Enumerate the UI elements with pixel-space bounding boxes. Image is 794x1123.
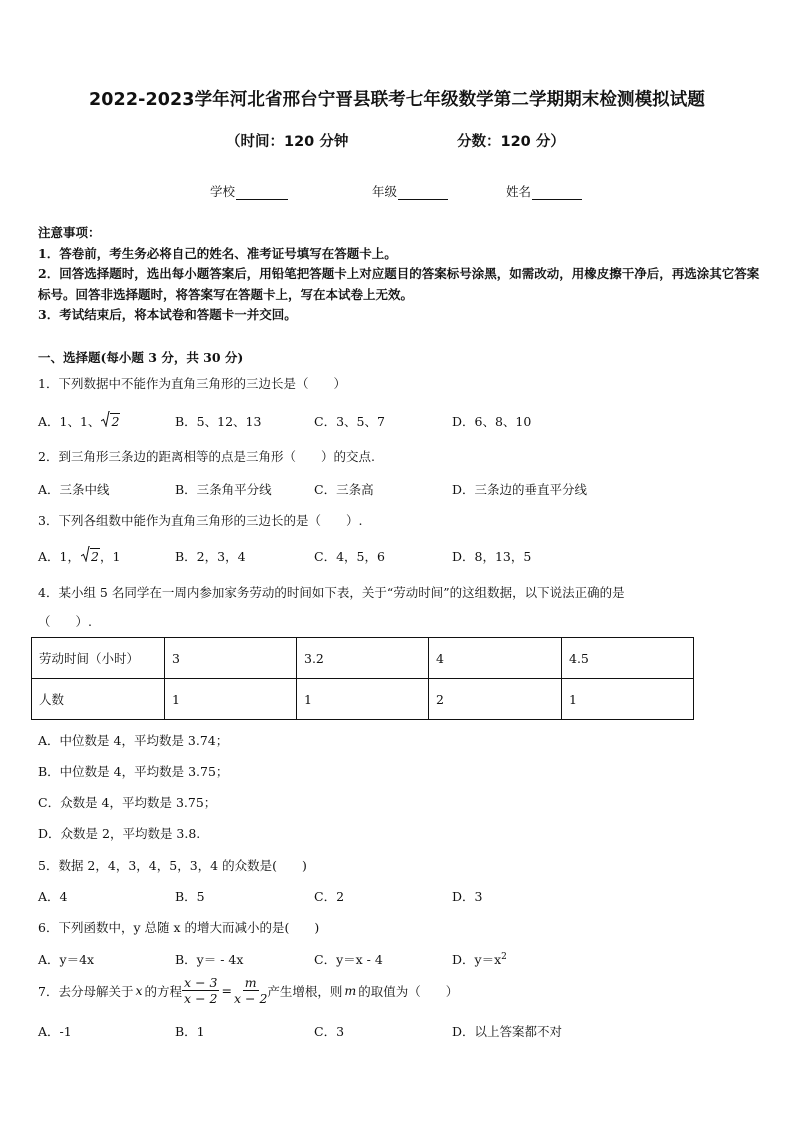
q7-stem: 7．去分母解关于 x 的方程 $\frac{x - 3}{x - 2}$ = $\frac{m}{x - 2}$ 产生增根，则 m 的取值为（ ） (38, 975, 459, 1006)
q4-stem-line2: （ ）. (38, 614, 92, 629)
q7-option-d[interactable]: D．以上答案都不对 (452, 1024, 563, 1039)
q3-option-c[interactable]: C．4，5，6 (314, 549, 385, 564)
q7-option-c[interactable]: C．3 (314, 1024, 345, 1039)
table-cell: 3.2 (297, 638, 429, 679)
q7-option-b[interactable]: B．1 (175, 1024, 205, 1039)
q6-option-d[interactable]: D．$y=x^2$ (452, 951, 507, 967)
exam-title: 2022-2023学年河北省邢台宁晋县联考七年级数学第二学期期末检测模拟试题 (89, 90, 705, 110)
q3-option-a[interactable]: A．1， 2，1 (38, 547, 120, 565)
q1-option-d[interactable]: D．6、8、10 (452, 414, 532, 429)
q4-option-b[interactable]: B．中位数是 4，平均数是 3.75； (38, 764, 229, 779)
q2-option-a[interactable]: A．三条中线 (38, 482, 110, 497)
table-row (32, 679, 694, 720)
table-cell: 劳动时间（小时） (32, 638, 165, 679)
q5-option-d[interactable]: D．3 (452, 889, 483, 904)
q1-stem: 1．下列数据中不能作为直角三角形的三边长是（ ） (38, 376, 346, 391)
section-heading: 一、选择题(每小题 3 分，共 30 分) (38, 350, 244, 365)
q5-option-a[interactable]: A．4 (38, 889, 68, 904)
q4-option-c[interactable]: C．众数是 4，平均数是 3.75； (38, 795, 217, 810)
q2-option-d[interactable]: D．三条边的垂直平分线 (452, 482, 588, 497)
time-label: （时间：120 分钟 (226, 134, 349, 150)
q4-option-a[interactable]: A．中位数是 4，平均数是 3.74； (38, 733, 229, 748)
notice-item-1: 1．答卷前，考生务必将自己的姓名、准考证号填写在答题卡上。 (38, 246, 397, 261)
table-cell: 1 (562, 679, 694, 720)
q2-option-b[interactable]: B．三条角平分线 (175, 482, 272, 497)
school-field[interactable] (210, 182, 288, 200)
q1-option-c[interactable]: C．3、5、7 (314, 414, 385, 429)
table-cell: 1 (297, 679, 429, 720)
q6-stem: 6．下列函数中，y 总随 x 的增大而减小的是( ) (38, 920, 320, 935)
q7-fraction-left: $\frac{x - 3}{x - 2}$ (184, 975, 218, 1006)
score-label: 分数：120 分） (457, 134, 565, 150)
table-row (32, 638, 694, 679)
q2-stem: 2．到三角形三条边的距离相等的点是三角形（ ）的交点. (38, 449, 375, 464)
q4-option-d[interactable]: D．众数是 2，平均数是 3.8. (38, 826, 201, 841)
q3-stem: 3．下列各组数中能作为直角三角形的三边长的是（ ）. (38, 513, 363, 528)
q6-option-a[interactable]: A．y＝4x (38, 952, 95, 967)
name-label: 姓名 (506, 184, 532, 199)
q5-option-b[interactable]: B．5 (175, 889, 205, 904)
school-label: 学校 (210, 184, 236, 199)
q4-data-table (31, 637, 694, 720)
q5-option-c[interactable]: C．2 (314, 889, 345, 904)
school-blank[interactable] (236, 187, 288, 200)
table-cell: 4.5 (562, 638, 694, 679)
q3-option-b[interactable]: B．2，3，4 (175, 549, 246, 564)
grade-label: 年级 (372, 184, 398, 199)
q3-option-d[interactable]: D．8，13，5 (452, 549, 532, 564)
notice-heading: 注意事项： (38, 225, 101, 240)
table-cell: 3 (165, 638, 297, 679)
grade-blank[interactable] (398, 187, 448, 200)
q4-stem-line1: 4．某小组 5 名同学在一周内参加家务劳动的时间如下表，关于“劳动时间”的这组数据，以下说法正确的是 (38, 585, 625, 600)
q7-fraction-right: $\frac{m}{x - 2}$ (233, 975, 268, 1006)
name-blank[interactable] (532, 187, 582, 200)
table-cell: 1 (165, 679, 297, 720)
q5-stem: 5．数据 2，4，3，4，5，3，4 的众数是( ) (38, 858, 307, 873)
q1-option-a[interactable]: A．1、1、 2 (38, 412, 120, 430)
q7-option-a[interactable]: A．-1 (38, 1024, 72, 1039)
q6-option-b[interactable]: B．y＝ - 4x (175, 952, 244, 967)
q1-option-b[interactable]: B．5、12、13 (175, 414, 262, 429)
table-cell: 4 (429, 638, 562, 679)
notice-item-2: 2．回答选择题时，选出每小题答案后，用铅笔把答题卡上对应题目的答案标号涂黑，如需改动，用橡皮擦干净后，再选涂其它答案标号。回答非选择题时，将答案写在答题卡上，写在本试卷上无效。 (38, 266, 760, 302)
table-cell: 2 (429, 679, 562, 720)
notice-item-3: 3．考试结束后，将本试卷和答题卡一并交回。 (38, 307, 297, 322)
name-field[interactable] (506, 182, 582, 200)
table-cell: 人数 (32, 679, 165, 720)
q2-option-c[interactable]: C．三条高 (314, 482, 374, 497)
grade-field[interactable] (372, 182, 448, 200)
q6-option-c[interactable]: C．y＝x - 4 (314, 952, 383, 967)
